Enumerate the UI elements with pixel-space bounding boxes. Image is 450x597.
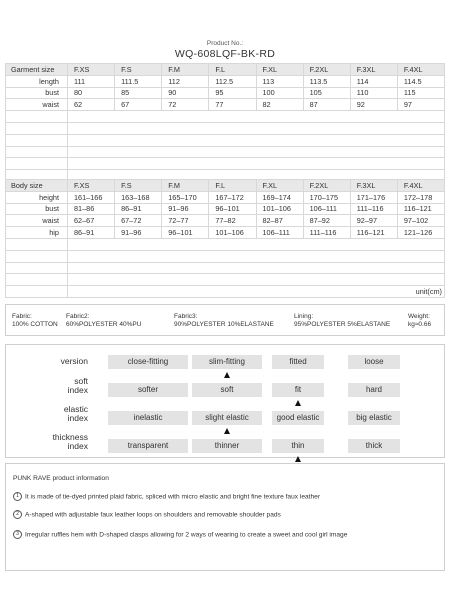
table-cell: 82: [256, 99, 303, 111]
table-cell: 86–91: [115, 203, 162, 215]
selected-indicator-icon: [295, 400, 301, 406]
measure-label-cell: waist: [6, 99, 68, 111]
info-text: Irregular ruffles hem with D-shaped clasps allowing for 2 ways of wearing to create a sweet and cool girl image: [25, 531, 348, 539]
table-cell: 92: [350, 99, 397, 111]
table-cell: 77–82: [209, 215, 256, 227]
table-cell: [6, 238, 68, 250]
table-row: [6, 227, 445, 239]
table-cell: 72–77: [162, 215, 209, 227]
table-cell: 112: [162, 75, 209, 87]
table-cell: 96–101: [209, 203, 256, 215]
fabric-label: Fabric:: [12, 313, 32, 320]
attribute-label-line: index: [67, 413, 88, 423]
garment-size-table: [5, 63, 445, 182]
attribute-label: [8, 377, 88, 395]
measure-label-cell: waist: [6, 215, 68, 227]
table-cell: 91–96: [115, 227, 162, 239]
fabric-value: 60%POLYESTER 40%PU: [66, 321, 142, 328]
header-label-cell: Body size: [6, 180, 68, 192]
fabric-item: [66, 313, 141, 329]
table-cell: 85: [115, 87, 162, 99]
table-row: [6, 203, 445, 215]
fabric-value: 90%POLYESTER 10%ELASTANE: [174, 321, 274, 328]
product-information: [5, 463, 445, 571]
size-header-cell: F.XS: [68, 180, 115, 192]
table-cell: 92–97: [350, 215, 397, 227]
table-cell: 169–174: [256, 191, 303, 203]
table-row: [6, 75, 445, 87]
table-cell: 97: [397, 99, 444, 111]
size-header-cell: F.3XL: [350, 64, 397, 76]
body-size-table: [5, 179, 445, 298]
table-cell: 165–170: [162, 191, 209, 203]
circled-number-icon: 3: [13, 530, 22, 539]
fabric-item: [12, 313, 58, 329]
info-text: A-shaped with adjustable faux leather loops on shoulders and removable shoulder pads: [25, 511, 281, 519]
attribute-label: [8, 357, 88, 366]
size-header-cell: F.M: [162, 180, 209, 192]
table-cell: 116–121: [397, 203, 444, 215]
table-cell: [68, 134, 445, 146]
table-row: [6, 99, 445, 111]
table-cell: 171–176: [350, 191, 397, 203]
empty-row: [6, 250, 445, 262]
product-number-label: Product No.:: [206, 40, 244, 47]
table-cell: 77: [209, 99, 256, 111]
table-cell: 91–96: [162, 203, 209, 215]
selected-indicator-icon: [224, 372, 230, 378]
attribute-option: slight elastic: [192, 411, 262, 425]
table-cell: 87: [303, 99, 350, 111]
size-header-cell: F.L: [209, 180, 256, 192]
header-label-cell: Garment size: [6, 64, 68, 76]
table-cell: [6, 122, 68, 134]
table-cell: 111.5: [115, 75, 162, 87]
circled-number-icon: 2: [13, 510, 22, 519]
table-cell: 163–168: [115, 191, 162, 203]
attribute-option: thinner: [192, 439, 262, 453]
fabric-composition: [5, 304, 445, 336]
table-cell: 170–175: [303, 191, 350, 203]
attribute-option: big elastic: [348, 411, 400, 425]
attribute-label-line: elastic: [63, 404, 88, 414]
attribute-option: loose: [348, 355, 400, 369]
table-cell: [68, 262, 445, 274]
size-header-cell: F.XS: [68, 64, 115, 76]
empty-row: [6, 262, 445, 274]
table-cell: 111–116: [350, 203, 397, 215]
attribute-label-line: version: [60, 356, 88, 366]
attribute-label-line: thickness: [52, 432, 88, 442]
attribute-option: soft: [192, 383, 262, 397]
attribute-option: thick: [348, 439, 400, 453]
size-header-cell: F.3XL: [350, 180, 397, 192]
empty-row: [6, 286, 445, 298]
attribute-option: fitted: [272, 355, 324, 369]
size-header-cell: F.2XL: [303, 64, 350, 76]
attribute-option: softer: [108, 383, 188, 397]
fabric-label: Lining:: [294, 313, 314, 320]
attribute-label-line: index: [67, 385, 88, 395]
fabric-value: 100% COTTON: [12, 321, 58, 328]
table-cell: 81–86: [68, 203, 115, 215]
fabric-item: [294, 313, 390, 329]
table-cell: 67–72: [115, 215, 162, 227]
attribute-option: fit: [272, 383, 324, 397]
attribute-option: close-fitting: [108, 355, 188, 369]
empty-row: [6, 146, 445, 158]
table-cell: 82–87: [256, 215, 303, 227]
attribute-option: hard: [348, 383, 400, 397]
table-cell: 90: [162, 87, 209, 99]
size-header-cell: F.S: [115, 180, 162, 192]
table-cell: 101–106: [256, 203, 303, 215]
measure-label-cell: hip: [6, 227, 68, 239]
table-cell: 115: [397, 87, 444, 99]
table-cell: 80: [68, 87, 115, 99]
table-cell: 96–101: [162, 227, 209, 239]
info-item: [13, 492, 320, 501]
selected-indicator-icon: [295, 456, 301, 462]
size-header-cell: F.4XL: [397, 180, 444, 192]
table-cell: [6, 158, 68, 170]
table-cell: [68, 274, 445, 286]
table-cell: 106–111: [256, 227, 303, 239]
table-cell: [68, 158, 445, 170]
table-cell: 110: [350, 87, 397, 99]
attribute-chart: [5, 344, 445, 458]
table-cell: 114: [350, 75, 397, 87]
size-header-cell: F.4XL: [397, 64, 444, 76]
table-row: [6, 215, 445, 227]
table-row: [6, 191, 445, 203]
size-header-cell: F.2XL: [303, 180, 350, 192]
table-cell: 67: [115, 99, 162, 111]
info-title: PUNK RAVE product information: [13, 475, 109, 482]
empty-row: [6, 158, 445, 170]
selected-indicator-icon: [224, 428, 230, 434]
table-cell: 101–106: [209, 227, 256, 239]
measure-label-cell: height: [6, 191, 68, 203]
fabric-label: Fabric2:: [66, 313, 90, 320]
size-header-cell: F.M: [162, 64, 209, 76]
attribute-label-line: soft: [74, 376, 88, 386]
size-header-cell: F.XL: [256, 64, 303, 76]
empty-row: [6, 111, 445, 123]
table-cell: 114.5: [397, 75, 444, 87]
empty-row: [6, 274, 445, 286]
table-cell: 62–67: [68, 215, 115, 227]
table-cell: [6, 146, 68, 158]
product-header: [0, 40, 450, 60]
fabric-label: Weight:: [408, 313, 430, 320]
fabric-label: Fabric3:: [174, 313, 198, 320]
table-cell: [68, 238, 445, 250]
table-cell: [6, 274, 68, 286]
attribute-label: [8, 433, 88, 451]
size-header-cell: F.S: [115, 64, 162, 76]
attribute-option: transparent: [108, 439, 188, 453]
table-cell: 113: [256, 75, 303, 87]
empty-row: [6, 122, 445, 134]
table-cell: 172–178: [397, 191, 444, 203]
table-cell: 106–111: [303, 203, 350, 215]
table-cell: 100: [256, 87, 303, 99]
fabric-value: kg≈0.66: [408, 321, 432, 328]
table-cell: [6, 111, 68, 123]
info-item: [13, 510, 281, 519]
table-cell: 111: [68, 75, 115, 87]
table-cell: 86–91: [68, 227, 115, 239]
product-number: WQ-608LQF-BK-RD: [174, 48, 276, 60]
table-cell: [6, 262, 68, 274]
table-cell: 87–92: [303, 215, 350, 227]
table-cell: 167–172: [209, 191, 256, 203]
fabric-item: [408, 313, 431, 329]
table-cell: [6, 286, 68, 298]
circled-number-icon: 1: [13, 492, 22, 501]
attribute-option: thin: [272, 439, 324, 453]
attribute-option: inelastic: [108, 411, 188, 425]
size-header-cell: F.L: [209, 64, 256, 76]
unit-label: unit(cm): [68, 286, 445, 298]
fabric-value: 95%POLYESTER 5%ELASTANE: [294, 321, 391, 328]
size-header-cell: F.XL: [256, 180, 303, 192]
table-cell: 105: [303, 87, 350, 99]
attribute-label: [8, 405, 88, 423]
empty-row: [6, 134, 445, 146]
measure-label-cell: bust: [6, 203, 68, 215]
table-cell: [6, 250, 68, 262]
table-header-row: [6, 180, 445, 192]
table-cell: 95: [209, 87, 256, 99]
table-cell: 62: [68, 99, 115, 111]
table-cell: 111–116: [303, 227, 350, 239]
attribute-label-line: index: [67, 441, 88, 451]
empty-row: [6, 238, 445, 250]
table-cell: 121–126: [397, 227, 444, 239]
table-row: [6, 87, 445, 99]
table-cell: 113.5: [303, 75, 350, 87]
table-cell: 116–121: [350, 227, 397, 239]
measure-label-cell: bust: [6, 87, 68, 99]
table-cell: [68, 122, 445, 134]
table-cell: [68, 111, 445, 123]
table-header-row: [6, 64, 445, 76]
table-cell: 112.5: [209, 75, 256, 87]
table-cell: 161–166: [68, 191, 115, 203]
table-cell: 72: [162, 99, 209, 111]
fabric-item: [174, 313, 274, 329]
table-cell: [68, 146, 445, 158]
attribute-option: good elastic: [272, 411, 324, 425]
info-item: [13, 530, 347, 539]
table-cell: 97–102: [397, 215, 444, 227]
measure-label-cell: length: [6, 75, 68, 87]
info-text: It is made of tie-dyed printed plaid fabric, spliced with micro elastic and bright fine texture faux leather: [25, 493, 321, 501]
attribute-option: slim-fitting: [192, 355, 262, 369]
table-cell: [6, 134, 68, 146]
table-cell: [68, 250, 445, 262]
